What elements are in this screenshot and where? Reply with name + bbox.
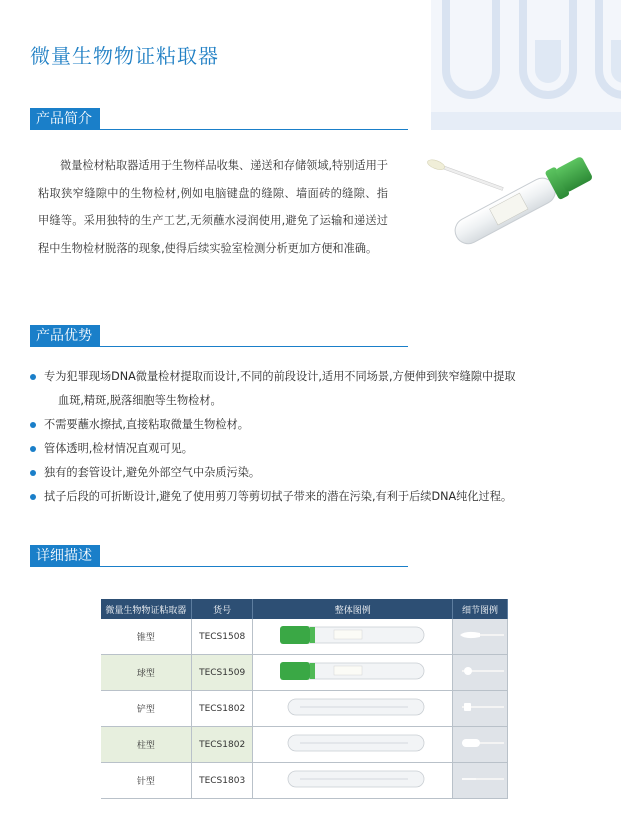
swab-tube-illustration (420, 145, 600, 265)
bullet-dot-icon (30, 422, 36, 428)
code-cell: TECS1802 (191, 727, 253, 763)
product-table (101, 599, 508, 799)
list-item: 专为犯罪现场DNA微量检材提取而设计,不同的前段设计,适用不同场景,方便伸到狭窄缝隙中提取 血斑,精斑,脱落细胞等生物检材。 (30, 365, 600, 413)
table-row (101, 763, 508, 799)
intro-paragraph: 微量检材粘取器适用于生物样品收集、递送和存储领域,特别适用于粘取狭窄缝隙中的生物检材,例如电脑键盘的缝隙、墙面砖的缝隙、指甲缝等。采用独特的生产工艺,无须蘸水浸润使用,避免了运输和递送过程中生物检材脱落的现象,使得后续实验室检测分析更加方便和准确。 (38, 159, 388, 255)
table-row (101, 727, 508, 763)
swab-tube-icon (278, 660, 428, 682)
swab-tube-icon (278, 624, 428, 646)
swab-tip-icon (456, 728, 504, 758)
table-row (101, 619, 508, 655)
type-cell: 球型 (101, 655, 191, 691)
test-tube-decoration (431, 0, 621, 130)
list-item: 独有的套管设计,避免外部空气中杂质污染。 (30, 461, 600, 485)
list-item: 管体透明,检材情况直观可见。 (30, 437, 600, 461)
swab-tip-icon (456, 620, 504, 650)
overall-image-cell (253, 655, 453, 691)
code-cell: TECS1802 (191, 691, 253, 727)
swab-tip-icon (456, 692, 504, 722)
detail-image-cell (453, 619, 508, 655)
section-rule (30, 346, 408, 347)
table-header: 微量生物物证粘取器 (101, 599, 191, 619)
bullet-dot-icon (30, 374, 36, 380)
detail-image-cell (453, 691, 508, 727)
swab-tube-icon (278, 732, 428, 754)
list-item: 不需要蘸水擦拭,直接粘取微量生物检材。 (30, 413, 600, 437)
type-cell: 柱型 (101, 727, 191, 763)
swab-tube-icon (278, 768, 428, 790)
detail-image-cell (453, 727, 508, 763)
swab-tip-icon (456, 764, 504, 794)
swab-tip-icon (456, 656, 504, 686)
detail-image-cell (453, 763, 508, 799)
detail-image-cell (453, 655, 508, 691)
table-row (101, 655, 508, 691)
section-rule (30, 129, 408, 130)
list-item: 拭子后段的可折断设计,避免了使用剪刀等剪切拭子带来的潜在污染,有利于后续DNA纯化过程。 (30, 485, 600, 509)
section-heading-advantages (30, 325, 408, 347)
code-cell: TECS1803 (191, 763, 253, 799)
section-heading-details (30, 545, 408, 567)
page-title: 微量生物物证粘取器 (30, 44, 219, 68)
section-heading-intro (30, 108, 408, 130)
type-cell: 锥型 (101, 619, 191, 655)
advantages-list (30, 365, 600, 509)
code-cell: TECS1508 (191, 619, 253, 655)
type-cell: 针型 (101, 763, 191, 799)
swab-tube-icon (278, 696, 428, 718)
code-cell: TECS1509 (191, 655, 253, 691)
section-label: 详细描述 (30, 545, 100, 567)
section-label: 产品优势 (30, 325, 100, 347)
table-header: 整体图例 (253, 599, 453, 619)
overall-image-cell (253, 763, 453, 799)
bullet-dot-icon (30, 494, 36, 500)
bullet-dot-icon (30, 470, 36, 476)
overall-image-cell (253, 691, 453, 727)
section-rule (30, 566, 408, 567)
bullet-dot-icon (30, 446, 36, 452)
table-header: 货号 (191, 599, 253, 619)
type-cell: 铲型 (101, 691, 191, 727)
overall-image-cell (253, 727, 453, 763)
table-header: 细节图例 (453, 599, 508, 619)
table-row (101, 691, 508, 727)
section-label: 产品简介 (30, 108, 100, 130)
overall-image-cell (253, 619, 453, 655)
